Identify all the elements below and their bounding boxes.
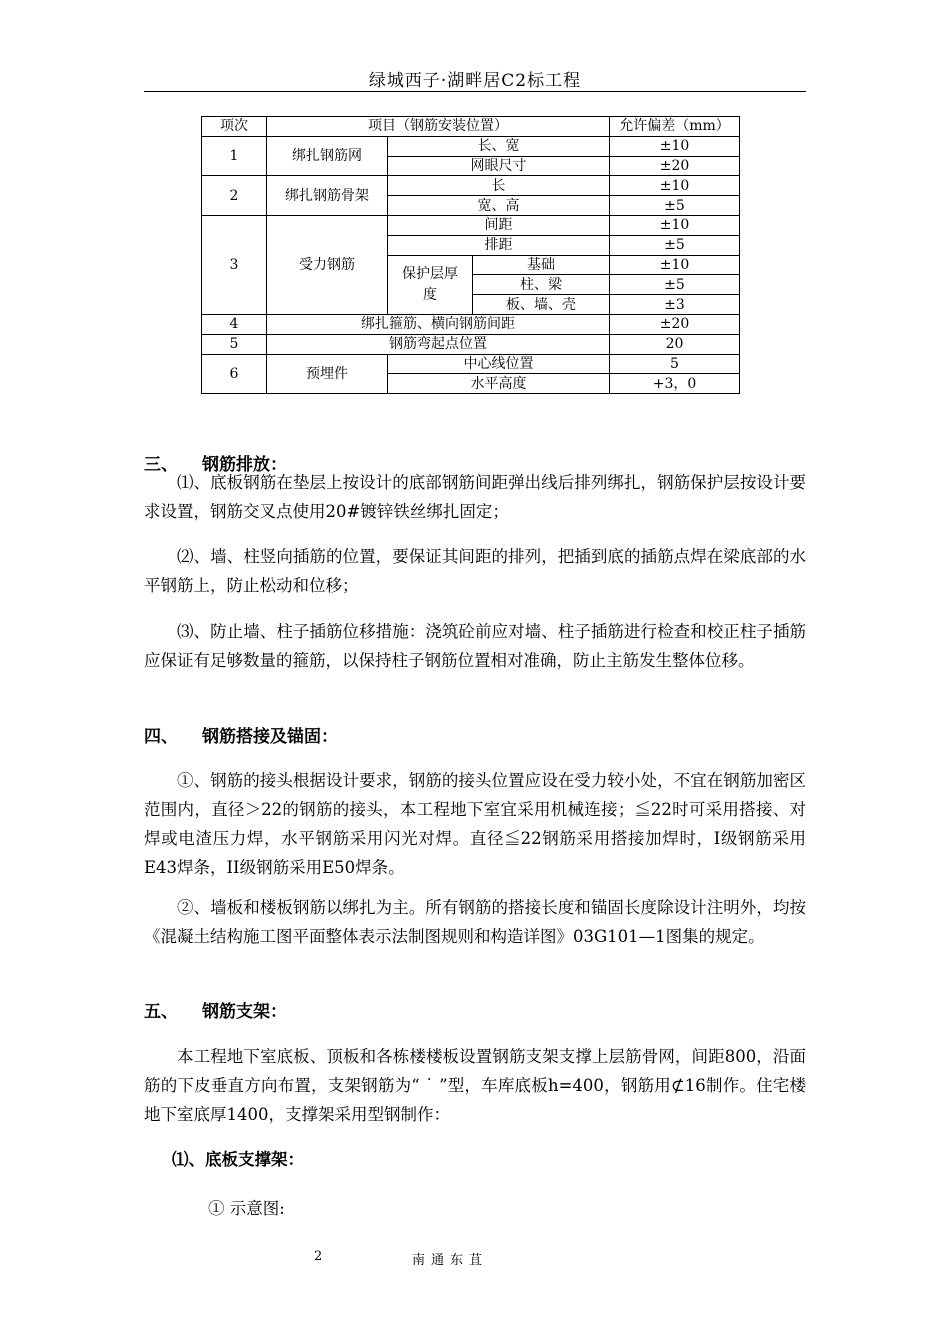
section-heading-5 (144, 997, 287, 1022)
header-cell-no: 项次 (202, 117, 267, 137)
paragraph-3-2: ⑵、墙、柱竖向插筋的位置，要保证其间距的排列，把插到底的插筋点焊在梁底部的水平钢筋上，防止松动和位移； (144, 547, 806, 595)
row-value: ±10 (610, 176, 740, 196)
row-value: 5 (610, 354, 740, 374)
row-no: 2 (202, 176, 267, 216)
section-title: 钢筋排放： (202, 455, 287, 475)
header-divider (144, 91, 806, 92)
row-subitem: 间距 (388, 215, 610, 235)
table-row (202, 334, 740, 354)
row-value: ±20 (610, 314, 740, 334)
row-subitem: 宽、高 (388, 196, 610, 216)
table-row (202, 215, 740, 235)
row-value: 20 (610, 334, 740, 354)
header-cell-item: 项目（钢筋安装位置） (267, 117, 610, 137)
table-row (202, 314, 740, 334)
row-subitem: 基础 (473, 255, 610, 275)
row-item: 钢筋弯起点位置 (267, 334, 610, 354)
row-value: ±10 (610, 136, 740, 156)
paragraph-4-1: ①、钢筋的接头根据设计要求，钢筋的接头位置应设在受力较小处，不宜在钢筋加密区范围内，直径＞22的钢筋的接头，本工程地下室宜采用机械连接；≦22时可采用搭接、对焊或电渣压力焊，水平钢筋采用闪光对焊。直径≦22钢筋采用搭接加焊时，I级钢筋采用E43焊条，II级钢筋采用E50焊条。 (144, 771, 806, 877)
row-no: 1 (202, 136, 267, 176)
subheading-diagram: ① 示意图: (208, 1199, 285, 1218)
row-subitem: 排距 (388, 235, 610, 255)
row-subitem: 柱、梁 (473, 275, 610, 295)
section-heading-4 (144, 722, 338, 747)
row-item: 受力钢筋 (267, 215, 388, 314)
row-subitem: 板、墙、壳 (473, 295, 610, 315)
table-row (202, 136, 740, 156)
table-row (202, 176, 740, 196)
row-item: 预埋件 (267, 354, 388, 394)
section-number: 五、 (144, 1002, 178, 1022)
row-value: ±5 (610, 235, 740, 255)
page-number: 2 (314, 1249, 323, 1264)
subheading-bottom-support: ⑴、底板支撑架： (172, 1150, 304, 1169)
row-item: 绑扎钢筋网 (267, 136, 388, 176)
row-value: ±3 (610, 295, 740, 315)
footer-company: 南通东苴 (412, 1253, 489, 1268)
section-number: 三、 (144, 455, 178, 475)
row-item: 绑扎钢筋骨架 (267, 176, 388, 216)
row-item: 绑扎箍筋、横向钢筋间距 (267, 314, 610, 334)
page-header-title: 绿城西子·湖畔居C2标工程 (368, 71, 582, 91)
tolerance-table (201, 116, 740, 394)
table-header-row (202, 117, 740, 137)
section-title: 钢筋搭接及锚固： (202, 727, 338, 747)
row-subitem: 水平高度 (388, 374, 610, 394)
row-no: 4 (202, 314, 267, 334)
row-value: +3，0 (610, 374, 740, 394)
paragraph-3-1: ⑴、底板钢筋在垫层上按设计的底部钢筋间距弹出线后排列绑扎，钢筋保护层按设计要求设置，钢筋交叉点使用20#镀锌铁丝绑扎固定； (144, 473, 806, 521)
row-value: ±10 (610, 255, 740, 275)
row-subitem: 长、宽 (388, 136, 610, 156)
row-value: ±5 (610, 275, 740, 295)
section-number: 四、 (144, 727, 178, 747)
header-cell-tolerance: 允许偏差（mm） (610, 117, 740, 137)
row-subitem: 网眼尺寸 (388, 156, 610, 176)
section-title: 钢筋支架： (202, 1002, 287, 1022)
paragraph-5-1: 本工程地下室底板、顶板和各栋楼楼板设置钢筋支架支撑上层筋骨网，间距800，沿面筋的下皮垂直方向布置，支架钢筋为“ ˙ ”型，车库底板h=400，钢筋用⊄16制作。住宅楼地下室底厚1400，支撑架采用型钢制作： (144, 1047, 806, 1124)
row-subitem: 中心线位置 (388, 354, 610, 374)
row-subitem: 长 (388, 176, 610, 196)
row-value: ±20 (610, 156, 740, 176)
row-no: 3 (202, 215, 267, 314)
paragraph-4-2: ②、墙板和楼板钢筋以绑扎为主。所有钢筋的搭接长度和锚固长度除设计注明外，均按《混凝土结构施工图平面整体表示法制图规则和构造详图》03G101—1图集的规定。 (144, 898, 806, 946)
row-cover-label: 保护层厚度 (388, 255, 473, 314)
table-row (202, 354, 740, 374)
row-value: ±5 (610, 196, 740, 216)
paragraph-3-3: ⑶、防止墙、柱子插筋位移措施：浇筑砼前应对墙、柱子插筋进行检查和校正柱子插筋应保证有足够数量的箍筋，以保持柱子钢筋位置相对准确，防止主筋发生整体位移。 (144, 622, 806, 670)
row-value: ±10 (610, 215, 740, 235)
row-no: 6 (202, 354, 267, 394)
row-no: 5 (202, 334, 267, 354)
